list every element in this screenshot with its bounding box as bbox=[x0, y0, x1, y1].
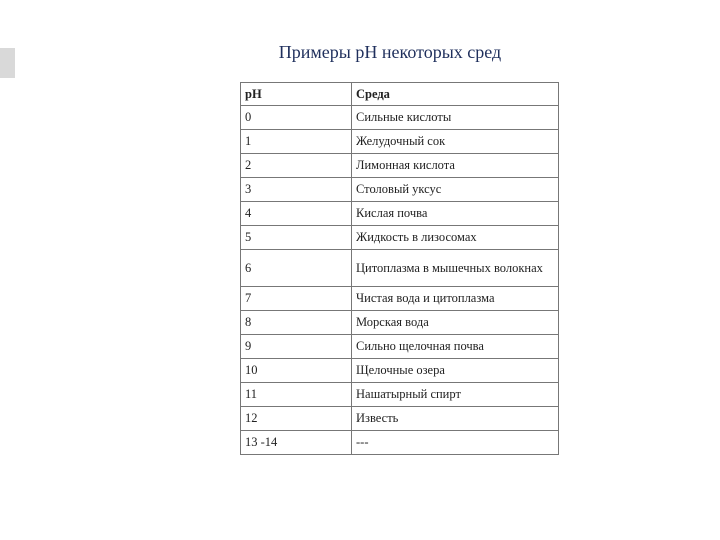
table-row bbox=[241, 335, 559, 359]
environment-name: Морская вода bbox=[352, 311, 559, 335]
environment-name: Нашатырный спирт bbox=[352, 383, 559, 407]
ph-value: 2 bbox=[241, 154, 352, 178]
environment-name: Желудочный сок bbox=[352, 130, 559, 154]
ph-value: 12 bbox=[241, 407, 352, 431]
table-row bbox=[241, 250, 559, 287]
table-row bbox=[241, 407, 559, 431]
header-ph: pH bbox=[241, 83, 352, 106]
environment-name: Известь bbox=[352, 407, 559, 431]
environment-name: Сильно щелочная почва bbox=[352, 335, 559, 359]
table-row bbox=[241, 431, 559, 455]
ph-value: 7 bbox=[241, 287, 352, 311]
table-row bbox=[241, 154, 559, 178]
environment-name: Жидкость в лизосомах bbox=[352, 226, 559, 250]
table-row bbox=[241, 106, 559, 130]
table-row bbox=[241, 287, 559, 311]
table-row bbox=[241, 178, 559, 202]
header-environment: Среда bbox=[352, 83, 559, 106]
ph-value: 0 bbox=[241, 106, 352, 130]
table-row bbox=[241, 311, 559, 335]
environment-name: Кислая почва bbox=[352, 202, 559, 226]
ph-value: 4 bbox=[241, 202, 352, 226]
ph-value: 6 bbox=[241, 250, 352, 287]
environment-name: --- bbox=[352, 431, 559, 455]
table-row bbox=[241, 383, 559, 407]
environment-name: Сильные кислоты bbox=[352, 106, 559, 130]
ph-value: 5 bbox=[241, 226, 352, 250]
environment-name: Столовый уксус bbox=[352, 178, 559, 202]
environment-name: Чистая вода и цитоплазма bbox=[352, 287, 559, 311]
ph-table bbox=[240, 82, 559, 455]
ph-value: 1 bbox=[241, 130, 352, 154]
ph-value: 13 -14 bbox=[241, 431, 352, 455]
environment-name: Цитоплазма в мышечных волокнах bbox=[352, 250, 559, 287]
table-row bbox=[241, 130, 559, 154]
ph-value: 8 bbox=[241, 311, 352, 335]
environment-name: Лимонная кислота bbox=[352, 154, 559, 178]
page-title: Примеры pH некоторых сред bbox=[278, 42, 502, 62]
ph-value: 10 bbox=[241, 359, 352, 383]
table-row bbox=[241, 359, 559, 383]
table-row bbox=[241, 202, 559, 226]
table-header-row bbox=[241, 83, 559, 106]
environment-name: Щелочные озера bbox=[352, 359, 559, 383]
ph-value: 11 bbox=[241, 383, 352, 407]
ph-value: 3 bbox=[241, 178, 352, 202]
ph-value: 9 bbox=[241, 335, 352, 359]
table-row bbox=[241, 226, 559, 250]
